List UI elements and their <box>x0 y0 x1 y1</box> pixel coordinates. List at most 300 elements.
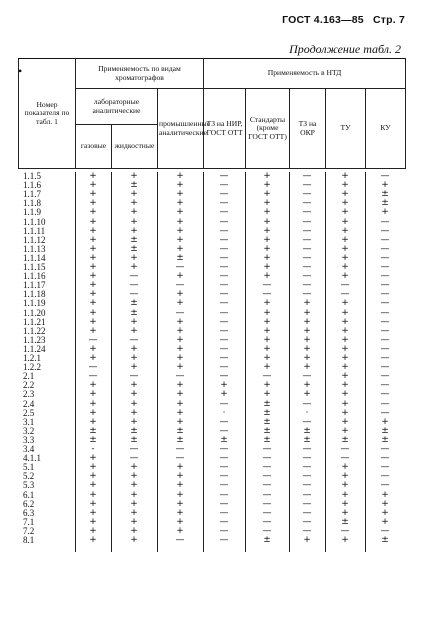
applicability-mark: + <box>176 225 184 236</box>
applicability-mark: + <box>341 480 349 491</box>
applicability-mark: ± <box>303 425 311 436</box>
applicability-mark: + <box>176 325 184 336</box>
applicability-mark: — <box>88 362 98 373</box>
table-body <box>18 172 405 552</box>
applicability-mark: + <box>263 180 271 191</box>
applicability-mark: + <box>176 243 184 254</box>
table-row <box>18 536 405 546</box>
applicability-mark: + <box>341 271 349 282</box>
applicability-mark: + <box>341 252 349 263</box>
applicability-mark: — <box>380 334 390 345</box>
applicability-mark: + <box>89 198 97 209</box>
header-chromatograph-group: Применяемость по видам хроматографов <box>76 59 204 89</box>
applicability-mark: + <box>89 298 97 309</box>
applicability-mark: — <box>219 225 229 236</box>
row-number: 2.4 <box>23 398 35 409</box>
applicability-mark: — <box>380 298 390 309</box>
applicability-mark: + <box>176 289 184 300</box>
applicability-mark: — <box>380 307 390 318</box>
applicability-mark: ± <box>130 434 138 445</box>
row-number: 1.2.1 <box>23 353 41 363</box>
applicability-mark: — <box>262 280 272 291</box>
applicability-mark: + <box>89 271 97 282</box>
applicability-mark: + <box>89 398 97 409</box>
applicability-mark: — <box>380 171 390 181</box>
applicability-mark: — <box>219 298 229 309</box>
applicability-mark: ± <box>263 416 271 427</box>
row-number: 1.1.19 <box>23 298 46 309</box>
applicability-mark: + <box>89 480 97 491</box>
applicability-mark: — <box>262 498 272 509</box>
applicability-mark: + <box>263 189 271 200</box>
applicability-mark: + <box>89 262 97 272</box>
applicability-mark: + <box>341 207 349 218</box>
applicability-mark: — <box>175 371 185 382</box>
applicability-mark: ± <box>341 516 349 527</box>
applicability-mark: · <box>222 407 226 418</box>
applicability-mark: — <box>219 262 229 272</box>
applicability-mark: — <box>219 471 229 482</box>
row-number: 1.1.10 <box>23 216 46 227</box>
applicability-mark: — <box>129 453 139 464</box>
row-number: 1.1.9 <box>23 207 41 218</box>
applicability-mark: + <box>341 225 349 236</box>
row-number: 1.1.14 <box>23 252 46 263</box>
gost-number: ГОСТ 4.163—85 <box>282 14 364 26</box>
applicability-mark: + <box>341 425 349 436</box>
applicability-mark: + <box>89 189 97 200</box>
applicability-mark: — <box>219 289 229 300</box>
applicability-mark: + <box>130 380 138 391</box>
header-gas: газовые <box>76 125 112 169</box>
applicability-mark: — <box>219 516 229 527</box>
applicability-mark: + <box>89 380 97 391</box>
applicability-mark: + <box>176 480 184 491</box>
applicability-mark: + <box>130 207 138 218</box>
applicability-mark: — <box>302 271 312 282</box>
applicability-mark: + <box>341 234 349 245</box>
applicability-mark: — <box>129 444 139 454</box>
applicability-mark: + <box>130 516 138 527</box>
applicability-mark: + <box>176 507 184 518</box>
applicability-mark: + <box>176 380 184 391</box>
applicability-mark: + <box>341 371 349 382</box>
applicability-mark: + <box>341 489 349 500</box>
row-number: 1.1.8 <box>23 198 41 209</box>
applicability-mark: + <box>341 389 349 400</box>
applicability-mark: + <box>303 334 311 345</box>
applicability-mark: + <box>89 416 97 427</box>
header-tz-okr: ТЗ на ОКР <box>290 89 326 169</box>
applicability-mark: — <box>302 507 312 518</box>
applicability-mark: + <box>341 171 349 181</box>
applicability-mark: ± <box>381 535 389 545</box>
applicability-mark: — <box>380 462 390 473</box>
applicability-mark: + <box>263 171 271 181</box>
applicability-mark: + <box>263 389 271 400</box>
applicability-mark: — <box>219 234 229 245</box>
applicability-mark: — <box>219 525 229 536</box>
applicability-mark: + <box>176 525 184 536</box>
applicability-mark: + <box>130 252 138 263</box>
applicability-mark: + <box>381 498 389 509</box>
applicability-mark: — <box>302 234 312 245</box>
applicability-mark: — <box>302 471 312 482</box>
applicability-mark: ± <box>130 180 138 191</box>
applicability-mark: + <box>130 225 138 236</box>
applicability-mark: + <box>89 389 97 400</box>
row-number: 1.1.18 <box>23 289 46 300</box>
applicability-mark: — <box>302 207 312 218</box>
applicability-mark: — <box>302 289 312 300</box>
applicability-mark: ± <box>130 243 138 254</box>
applicability-mark: + <box>176 416 184 427</box>
applicability-mark: + <box>341 198 349 209</box>
applicability-mark: + <box>176 198 184 209</box>
applicability-mark: — <box>380 289 390 300</box>
applicability-mark: ± <box>263 407 271 418</box>
applicability-mark: + <box>89 307 97 318</box>
applicability-mark: + <box>176 389 184 400</box>
applicability-mark: + <box>89 234 97 245</box>
applicability-mark: — <box>219 216 229 227</box>
applicability-mark: ± <box>381 434 389 445</box>
applicability-mark: — <box>302 280 312 291</box>
row-number: 5.1 <box>23 462 35 473</box>
applicability-mark: — <box>380 453 390 464</box>
row-number: 1.1.7 <box>23 189 41 200</box>
applicability-mark: — <box>302 480 312 491</box>
applicability-mark: — <box>219 207 229 218</box>
applicability-mark: — <box>262 471 272 482</box>
applicability-mark: — <box>340 453 350 464</box>
applicability-mark: + <box>303 535 311 545</box>
row-number: 4.1.1 <box>23 453 41 464</box>
applicability-mark: + <box>303 380 311 391</box>
applicability-mark: — <box>219 444 229 454</box>
applicability-mark: — <box>219 243 229 254</box>
row-number: 2.3 <box>23 389 35 400</box>
applicability-mark: + <box>263 198 271 209</box>
row-number: 3.4 <box>23 444 35 454</box>
applicability-mark: — <box>262 525 272 536</box>
applicability-mark: + <box>263 343 271 354</box>
applicability-mark: + <box>263 207 271 218</box>
applicability-mark: + <box>263 316 271 327</box>
applicability-mark: + <box>89 471 97 482</box>
applicability-mark: — <box>88 334 98 345</box>
applicability-mark: — <box>380 325 390 336</box>
header-standards: Стандарты (кроме ГОСТ ОТТ) <box>246 89 290 169</box>
applicability-mark: — <box>129 271 139 282</box>
applicability-mark: — <box>219 498 229 509</box>
applicability-mark: + <box>89 407 97 418</box>
applicability-mark: — <box>302 525 312 536</box>
applicability-mark: + <box>176 353 184 363</box>
table-header <box>18 58 405 172</box>
applicability-mark: — <box>380 343 390 354</box>
row-number: 2.2 <box>23 380 35 391</box>
applicability-mark: + <box>130 343 138 354</box>
row-number: 3.3 <box>23 434 35 445</box>
row-number: 7.2 <box>23 525 35 536</box>
applicability-mark: — <box>302 444 312 454</box>
applicability-mark: — <box>380 225 390 236</box>
applicability-mark: — <box>380 216 390 227</box>
applicability-mark: + <box>263 216 271 227</box>
applicability-mark: — <box>340 280 350 291</box>
applicability-mark: — <box>175 307 185 318</box>
row-number: 2.5 <box>23 407 35 418</box>
applicability-mark: — <box>302 198 312 209</box>
applicability-mark: ± <box>381 189 389 200</box>
applicability-mark: + <box>303 298 311 309</box>
applicability-mark: — <box>302 371 312 382</box>
applicability-mark: + <box>176 316 184 327</box>
header-tz-nir: ТЗ на НИР, ГОСТ ОТТ <box>204 89 246 169</box>
applicability-mark: — <box>219 271 229 282</box>
applicability-mark: + <box>89 289 97 300</box>
header-lab-analytic: лабораторные аналитические <box>76 89 158 125</box>
applicability-mark: — <box>219 189 229 200</box>
applicability-mark: + <box>341 180 349 191</box>
applicability-mark: · <box>305 407 309 418</box>
applicability-mark: + <box>89 525 97 536</box>
applicability-mark: — <box>380 471 390 482</box>
applicability-mark: + <box>89 325 97 336</box>
applicability-mark: + <box>303 389 311 400</box>
applicability-mark: — <box>380 271 390 282</box>
applicability-mark: — <box>219 180 229 191</box>
applicability-mark: — <box>302 489 312 500</box>
applicability-mark: + <box>130 389 138 400</box>
applicability-mark: + <box>303 362 311 373</box>
applicability-mark: + <box>130 416 138 427</box>
applicability-mark: ± <box>89 425 97 436</box>
applicability-mark: + <box>130 198 138 209</box>
row-number: 1.1.24 <box>23 343 46 354</box>
applicability-mark: + <box>130 471 138 482</box>
applicability-mark: — <box>380 444 390 454</box>
applicability-mark: ± <box>381 198 389 209</box>
applicability-mark: ± <box>263 398 271 409</box>
applicability-mark: — <box>380 262 390 272</box>
applicability-mark: — <box>129 289 139 300</box>
applicability-mark: + <box>303 316 311 327</box>
row-number: 1.1.21 <box>23 316 46 327</box>
applicability-mark: ± <box>130 307 138 318</box>
applicability-mark: + <box>176 171 184 181</box>
header-ntd-group: Применяемость в НТД <box>204 59 406 89</box>
applicability-mark: — <box>219 307 229 318</box>
applicability-mark: + <box>341 362 349 373</box>
applicability-mark: + <box>263 234 271 245</box>
applicability-mark: + <box>341 334 349 345</box>
row-number: 6.3 <box>23 507 35 518</box>
applicability-mark: — <box>380 280 390 291</box>
row-number: 1.1.6 <box>23 180 41 191</box>
applicability-mark: + <box>381 180 389 191</box>
applicability-mark: — <box>129 280 139 291</box>
header-tu: ТУ <box>326 89 366 169</box>
row-number: 1.1.13 <box>23 243 46 254</box>
applicability-mark: + <box>130 507 138 518</box>
row-number: 5.3 <box>23 480 35 491</box>
applicability-mark: + <box>89 180 97 191</box>
applicability-mark: + <box>89 316 97 327</box>
applicability-mark: + <box>263 252 271 263</box>
applicability-mark: + <box>176 189 184 200</box>
row-number: 1.1.20 <box>23 307 46 318</box>
applicability-mark: — <box>219 280 229 291</box>
applicability-mark: ± <box>303 434 311 445</box>
applicability-mark: ± <box>130 425 138 436</box>
row-number: 1.1.11 <box>23 225 46 236</box>
applicability-mark: — <box>175 280 185 291</box>
applicability-mark: — <box>302 453 312 464</box>
applicability-mark: — <box>219 507 229 518</box>
applicability-mark: + <box>341 189 349 200</box>
applicability-mark: + <box>89 353 97 363</box>
applicability-mark: ± <box>176 425 184 436</box>
applicability-mark: — <box>340 289 350 300</box>
applicability-mark: + <box>381 207 389 218</box>
applicability-mark: + <box>176 216 184 227</box>
applicability-mark: — <box>380 480 390 491</box>
applicability-mark: — <box>340 444 350 454</box>
applicability-mark: — <box>380 353 390 363</box>
row-number: 3.2 <box>23 425 35 436</box>
applicability-mark: + <box>89 535 97 545</box>
applicability-mark: — <box>262 489 272 500</box>
applicability-mark: + <box>176 407 184 418</box>
applicability-mark: — <box>262 444 272 454</box>
applicability-mark: + <box>341 353 349 363</box>
applicability-mark: + <box>89 453 97 464</box>
applicability-mark: + <box>341 535 349 545</box>
applicability-mark: — <box>380 234 390 245</box>
applicability-mark: + <box>220 389 228 400</box>
applicability-mark: — <box>219 489 229 500</box>
applicability-mark: ± <box>341 434 349 445</box>
applicability-mark: + <box>263 362 271 373</box>
applicability-mark: — <box>302 225 312 236</box>
applicability-mark: — <box>129 371 139 382</box>
applicability-mark: + <box>89 243 97 254</box>
applicability-mark: — <box>302 171 312 181</box>
applicability-mark: + <box>341 398 349 409</box>
applicability-mark: + <box>89 207 97 218</box>
row-number: 2.1 <box>23 371 35 382</box>
row-number: 1.1.15 <box>23 262 46 272</box>
applicability-mark: — <box>302 462 312 473</box>
row-number: 1.1.12 <box>23 234 46 245</box>
applicability-mark: - <box>91 444 95 454</box>
applicability-mark: — <box>262 371 272 382</box>
applicability-mark: + <box>176 207 184 218</box>
applicability-mark: + <box>263 262 271 272</box>
applicability-mark: — <box>88 371 98 382</box>
applicability-mark: + <box>130 498 138 509</box>
applicability-mark: — <box>302 416 312 427</box>
applicability-mark: + <box>303 353 311 363</box>
applicability-mark: — <box>219 480 229 491</box>
applicability-mark: — <box>175 453 185 464</box>
applicability-mark: — <box>219 334 229 345</box>
applicability-mark: — <box>219 535 229 545</box>
applicability-mark: + <box>176 180 184 191</box>
applicability-mark: — <box>219 198 229 209</box>
applicability-mark: + <box>130 189 138 200</box>
applicability-mark: + <box>341 325 349 336</box>
applicability-mark: + <box>176 298 184 309</box>
applicability-mark: — <box>302 262 312 272</box>
row-number: 1.2.2 <box>23 362 41 373</box>
applicability-mark: + <box>89 171 97 181</box>
applicability-mark: + <box>176 398 184 409</box>
applicability-mark: + <box>176 516 184 527</box>
applicability-mark: + <box>263 225 271 236</box>
applicability-mark: — <box>175 444 185 454</box>
applicability-mark: — <box>175 535 185 545</box>
applicability-mark: — <box>219 252 229 263</box>
applicability-mark: + <box>263 307 271 318</box>
applicability-mark: — <box>262 453 272 464</box>
applicability-mark: — <box>380 371 390 382</box>
applicability-mark: ± <box>381 425 389 436</box>
applicability-mark: — <box>262 480 272 491</box>
applicability-mark: — <box>302 498 312 509</box>
applicability-mark: + <box>89 516 97 527</box>
applicability-mark: — <box>219 453 229 464</box>
applicability-mark: + <box>263 380 271 391</box>
applicability-mark: + <box>341 498 349 509</box>
applicability-mark: — <box>380 243 390 254</box>
applicability-mark: + <box>341 316 349 327</box>
applicability-mark: + <box>303 343 311 354</box>
row-number: 6.1 <box>23 489 35 500</box>
row-number: 7.1 <box>23 516 35 527</box>
applicability-mark: — <box>302 180 312 191</box>
applicability-mark: — <box>219 371 229 382</box>
applicability-mark: + <box>176 362 184 373</box>
applicability-mark: + <box>130 535 138 545</box>
applicability-mark: + <box>89 280 97 291</box>
applicability-mark: ± <box>176 434 184 445</box>
applicability-mark: + <box>176 462 184 473</box>
applicability-mark: + <box>263 243 271 254</box>
applicability-mark: + <box>89 216 97 227</box>
applicability-mark: + <box>130 216 138 227</box>
applicability-mark: — <box>262 507 272 518</box>
applicability-mark: + <box>176 471 184 482</box>
applicability-mark: — <box>302 252 312 263</box>
row-number: 1.1.22 <box>23 325 46 336</box>
applicability-mark: + <box>89 225 97 236</box>
header-industrial: промышленные аналитические <box>158 89 204 169</box>
applicability-mark: + <box>381 416 389 427</box>
applicability-mark: ± <box>220 434 228 445</box>
applicability-mark: + <box>341 462 349 473</box>
applicability-mark: + <box>89 343 97 354</box>
applicability-mark: + <box>341 216 349 227</box>
applicability-mark: + <box>341 243 349 254</box>
applicability-mark: + <box>89 252 97 263</box>
applicability-mark: + <box>341 262 349 272</box>
applicability-mark: — <box>219 343 229 354</box>
applicability-mark: + <box>263 353 271 363</box>
applicability-mark: — <box>262 289 272 300</box>
